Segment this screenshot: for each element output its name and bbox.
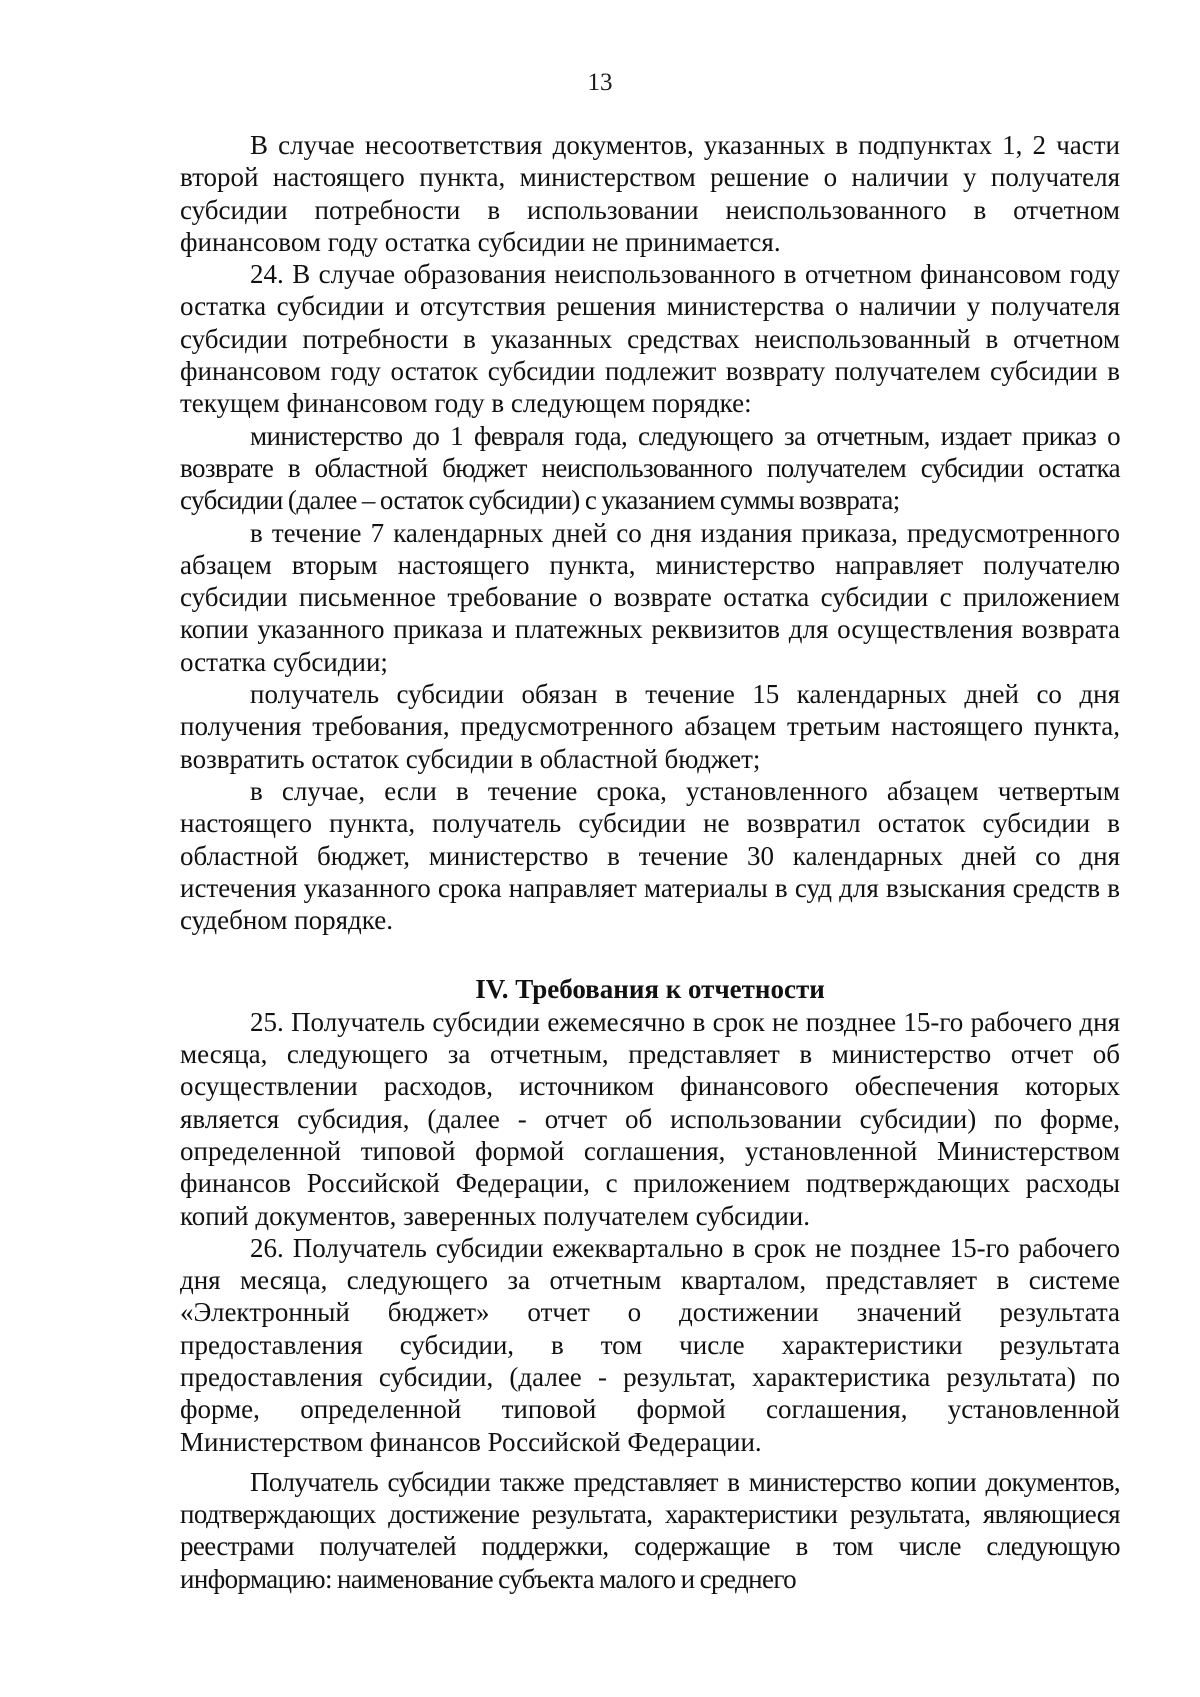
paragraph: 26. Получатель субсидии ежеквартально в срок не позднее 15-го рабочего дня месяца, следующего за отчетным кварталом, представляет в системе «Электронный бюджет» отчет о достижении значений результата предоставления субсидии, в том числе характеристики результата предоставления субсидии, (далее - результат, характеристика результата) по форме, определенной типовой формой соглашения, установленной Министерством финансов Российской Федерации. <box>180 1232 1120 1457</box>
document-body <box>180 129 1120 1595</box>
paragraph: в случае, если в течение срока, установленного абзацем четвертым настоящего пункта, получатель субсидии не возвратил остаток субсидии в областной бюджет, министерство в течение 30 календарных дней со дня истечения указанного срока направляет материалы в суд для взыскания средств в судебном порядке. <box>180 775 1120 936</box>
page-number: 13 <box>587 69 613 96</box>
paragraph: 24. В случае образования неиспользованного в отчетном финансовом году остатка субсидии и отсутствия решения министерства о наличии у получателя субсидии потребности в указанных средствах неиспользованный в отчетном финансовом году остаток субсидии подлежит возврату получателем субсидии в текущем финансовом году в следующем порядке: <box>180 259 1120 419</box>
paragraph: министерство до 1 февраля года, следующего за отчетным, издает приказ о возврате в областной бюджет неиспользованного получателем субсидии остатка субсидии (далее – остаток субсидии) с указанием суммы возврата; <box>180 420 1120 516</box>
paragraph: Получатель субсидии также представляет в министерство копии документов, подтверждающих достижение результата, характеристики результата, являющиеся реестрами получателей поддержки, содержащие в том числе следующую информацию: наименование субъекта малого и среднего <box>180 1466 1120 1594</box>
paragraph: получатель субсидии обязан в течение 15 календарных дней со дня получения требования, предусмотренного абзацем третьим настоящего пункта, возвратить остаток субсидии в областной бюджет; <box>180 679 1120 774</box>
section-heading: IV. Требования к отчетности <box>475 974 825 1005</box>
paragraph: в течение 7 календарных дней со дня издания приказа, предусмотренного абзацем вторым настоящего пункта, министерство направляет получателю субсидии письменное требование о возврате остатка субсидии с приложением копии указанного приказа и платежных реквизитов для осуществления возврата остатка субсидии; <box>180 517 1120 677</box>
paragraph: 25. Получатель субсидии ежемесячно в срок не позднее 15-го рабочего дня месяца, следующего за отчетным, представляет в министерство отчет об осуществлении расходов, источником финансового обеспечения которых является субсидия, (далее - отчет об использовании субсидии) по форме, определенной типовой формой соглашения, установленной Министерством финансов Российской Федерации, с приложением подтверждающих расходы копий документов, заверенных получателем субсидии. <box>180 1006 1120 1231</box>
paragraph: В случае несоответствия документов, указанных в подпунктах 1, 2 части второй настоящего пункта, министерством решение о наличии у получателя субсидии потребности в использовании неиспользованного в отчетном финансовом году остатка субсидии не принимается. <box>180 130 1120 257</box>
